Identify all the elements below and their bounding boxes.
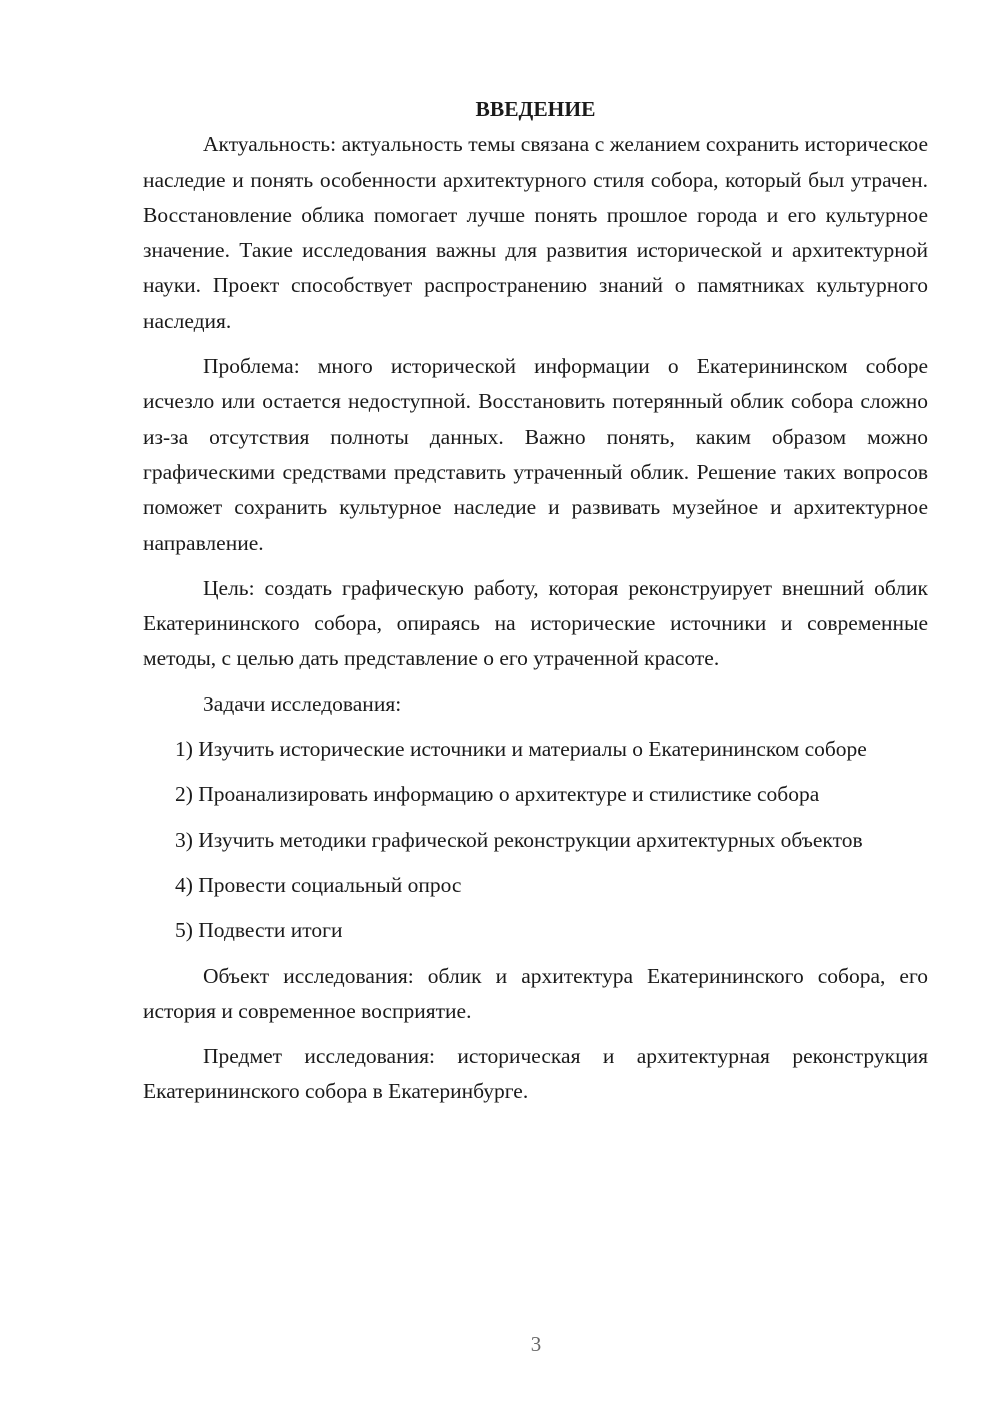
task-item-1: 1) Изучить исторические источники и материалы о Екатерининском соборе bbox=[175, 737, 867, 762]
document-page bbox=[143, 92, 928, 1110]
task-item-2: 2) Проанализировать информацию о архитектуре и стилистике собора bbox=[175, 782, 820, 807]
paragraph-problem: Проблема: много исторической информации о Екатерининском соборе исчезло или остается недоступной. Восстановить потерянный облик собора сложно из-за отсутствия полноты данных. Важно понять, каким образом можно графическими средствами представить утраченный облик. Решение таких вопросов поможет сохранить культурное наследие и развивать музейное и архитектурное направление. bbox=[143, 354, 928, 555]
task-item-5: 5) Подвести итоги bbox=[175, 918, 343, 943]
paragraph-subject: Предмет исследования: историческая и архитектурная реконструкция Екатерининского собора в Екатеринбурге. bbox=[143, 1044, 928, 1104]
paragraph-tasks-heading: Задачи исследования: bbox=[203, 691, 402, 716]
section-title: ВВЕДЕНИЕ bbox=[475, 97, 596, 121]
paragraph-goal: Цель: создать графическую работу, которая реконструирует внешний облик Екатерининского собора, опираясь на исторические источники и современные методы, с целью дать представление о его утраченной красоте. bbox=[143, 575, 928, 671]
page-number: 3 bbox=[530, 1332, 542, 1356]
task-item-3: 3) Изучить методики графической реконструкции архитектурных объектов bbox=[175, 827, 863, 852]
paragraph-relevance: Актуальность: актуальность темы связана с желанием сохранить историческое наследие и понять особенности архитектурного стиля собора, который был утрачен. Восстановление облика помогает лучше понять прошлое города и его культурное значение. Такие исследования важны для развития исторической и архитектурной науки. Проект способствует распространению знаний о памятниках культурного наследия. bbox=[143, 132, 928, 333]
task-item-4: 4) Провести социальный опрос bbox=[175, 872, 462, 897]
paragraph-object: Объект исследования: облик и архитектура Екатерининского собора, его история и современное восприятие. bbox=[143, 963, 928, 1023]
